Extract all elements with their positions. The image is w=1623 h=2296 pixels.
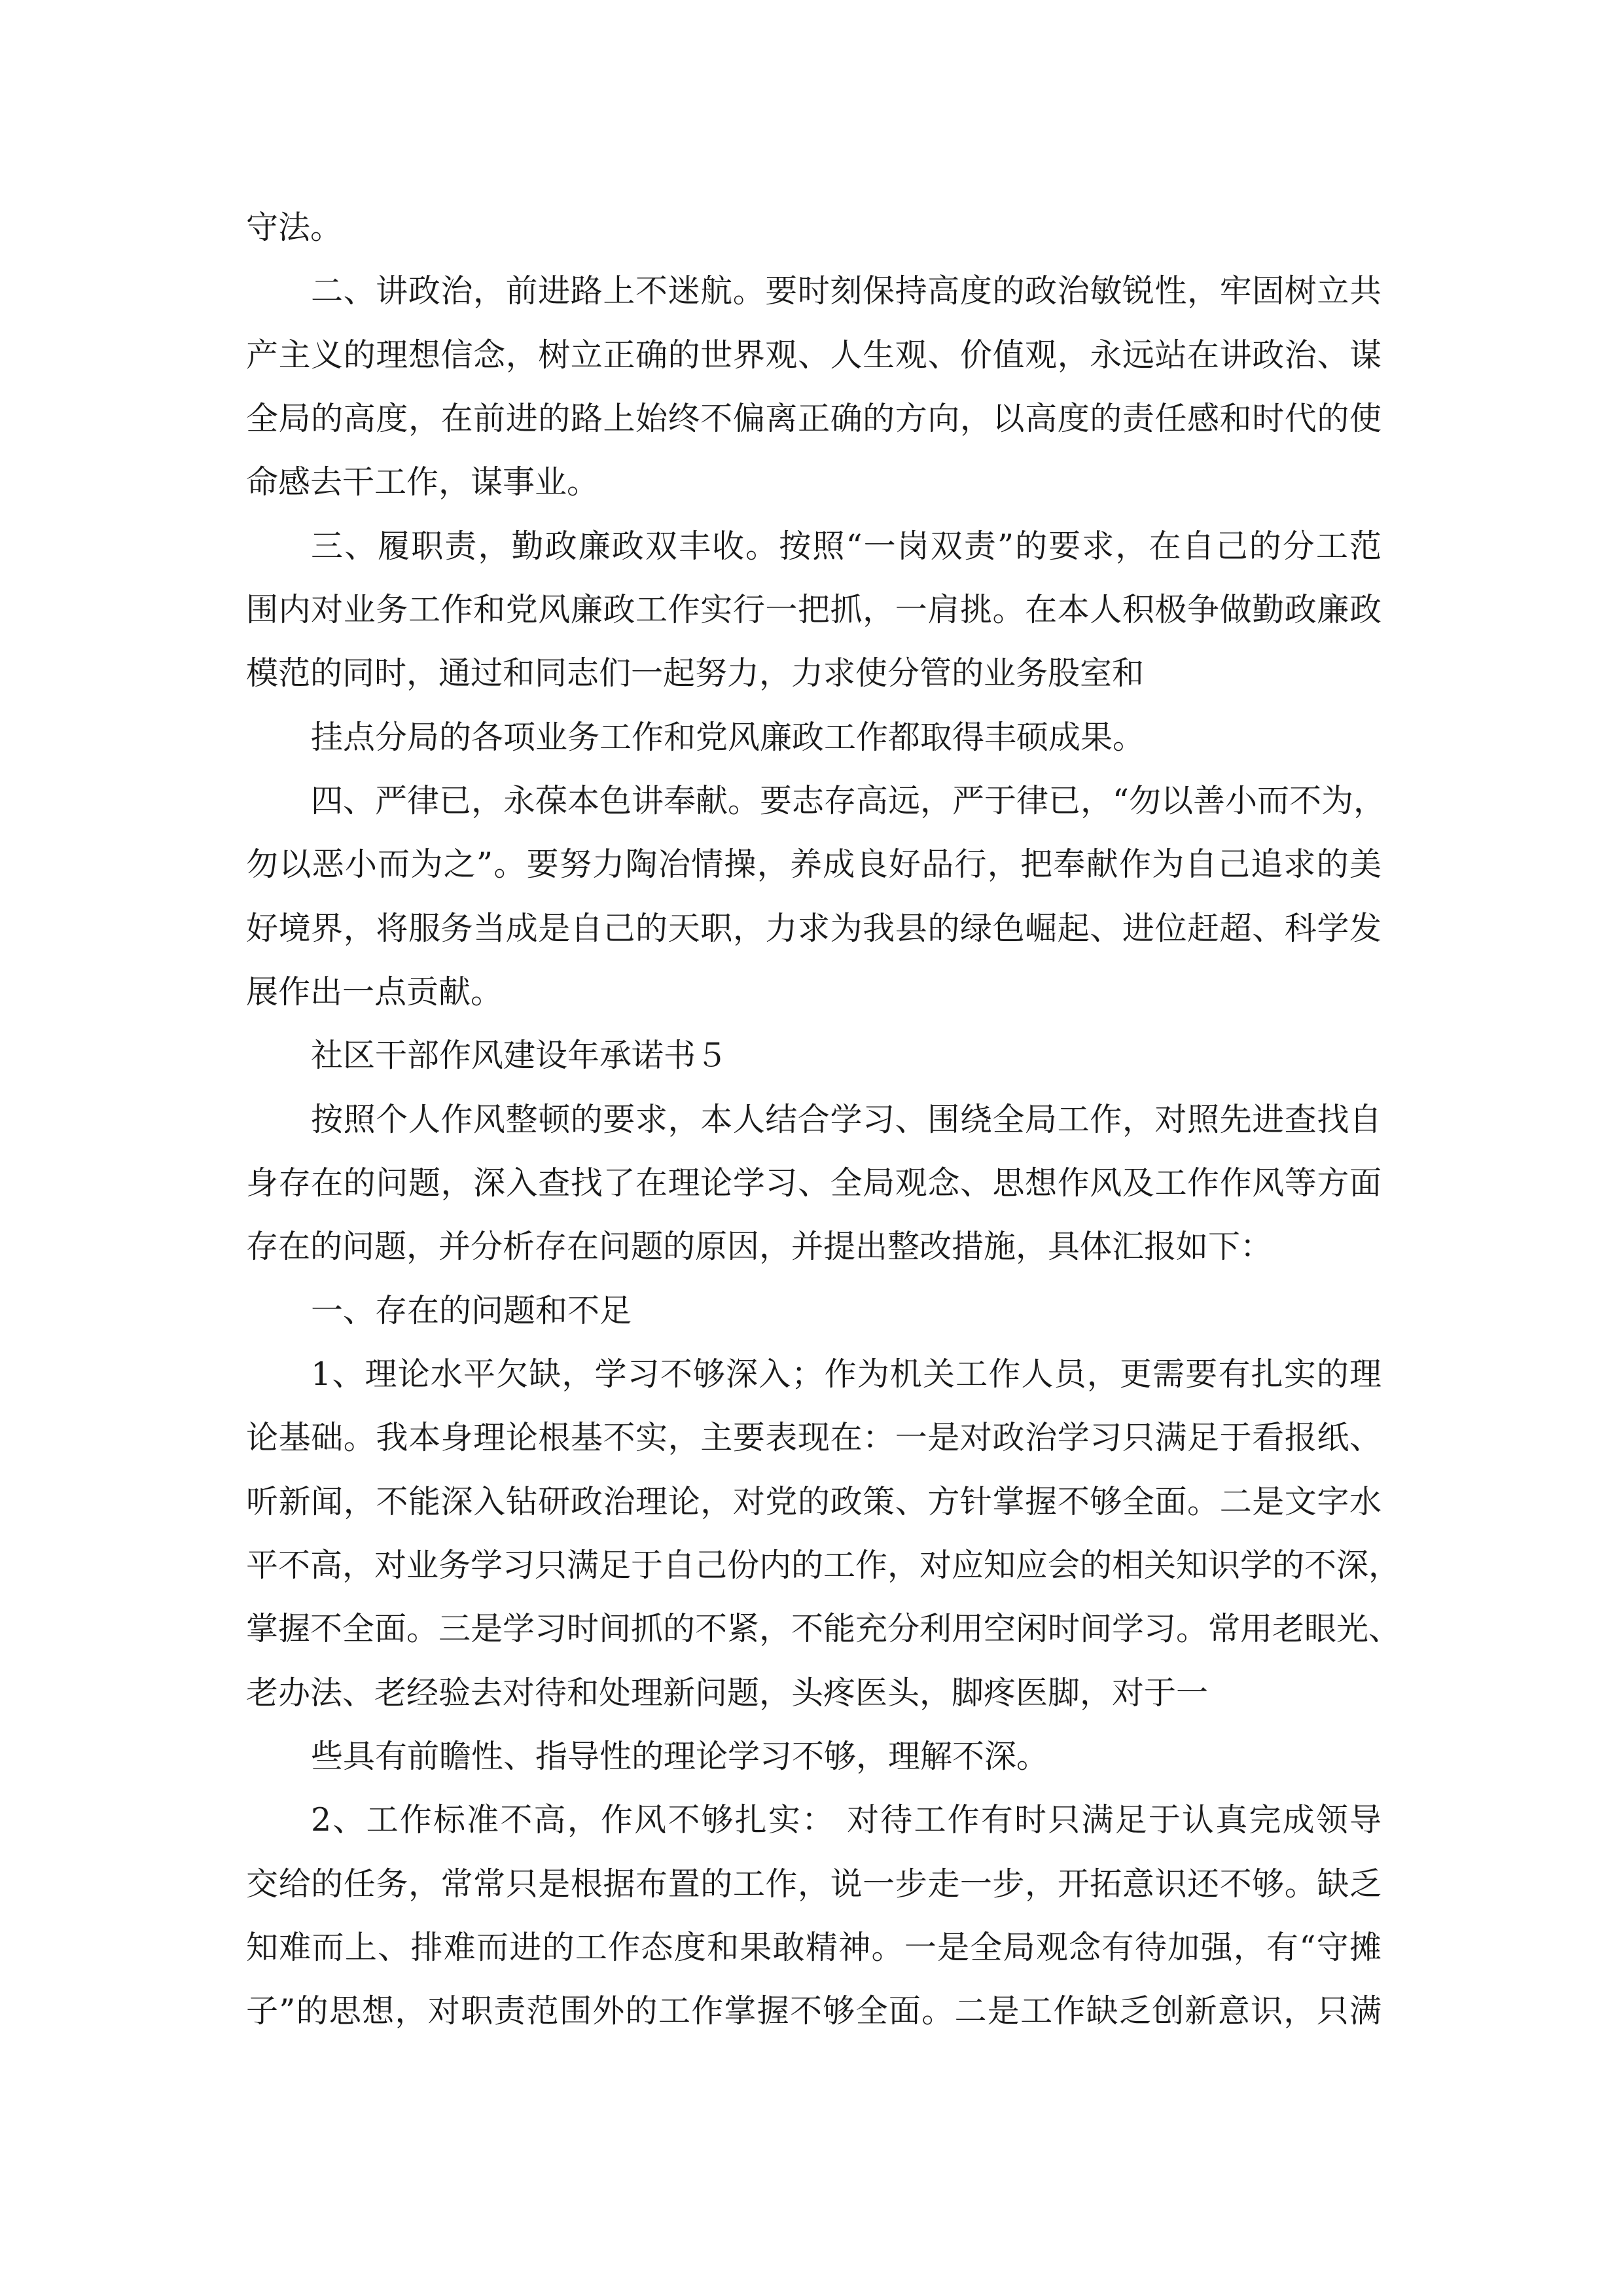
paragraph-line: 展作出一点贡献。 [246, 973, 503, 1011]
paragraph-line: 挂点分局的各项业务工作和党风廉政工作都取得丰硕成果。 [311, 719, 1145, 756]
paragraph-line: 命感去干工作，谋事业。 [246, 463, 599, 501]
paragraph-line: 全局的高度，在前进的路上始终不偏离正确的方向，以高度的责任感和时代的使 [246, 400, 1382, 437]
paragraph-line: 勿以恶小而为之”。要努力陶冶情操，养成良好品行，把奉献作为自己追求的美 [246, 846, 1382, 883]
text-line: 守法。 [246, 209, 343, 246]
paragraph-line: 子”的思想，对职责范围外的工作掌握不够全面。二是工作缺乏创新意识，只满 [246, 1992, 1382, 2030]
paragraph-line: 三、履职责，勤政廉政双丰收。按照“一岗双责”的要求，在自己的分工范 [311, 528, 1382, 565]
paragraph-line: 按照个人作风整顿的要求，本人结合学习、围绕全局工作，对照先进查找自 [311, 1101, 1382, 1138]
paragraph-line: 掌握不全面。三是学习时间抓的不紧，不能充分利用空闲时间学习。常用老眼光、 [246, 1610, 1401, 1647]
paragraph-line: 产主义的理想信念，树立正确的世界观、人生观、价值观，永远站在讲政治、谋 [246, 336, 1382, 374]
paragraph-line: 2、工作标准不高，作风不够扎实： 对待工作有时只满足于认真完成领导 [311, 1801, 1382, 1839]
paragraph-line: 交给的任务，常常只是根据布置的工作，说一步走一步，开拓意识还不够。缺乏 [246, 1865, 1382, 1903]
subsection-heading: 一、存在的问题和不足 [311, 1292, 632, 1329]
paragraph-line: 论基础。我本身理论根基不实，主要表现在：一是对政治学习只满足于看报纸、 [246, 1419, 1382, 1456]
paragraph-line: 平不高，对业务学习只满足于自己份内的工作，对应知应会的相关知识学的不深， [246, 1547, 1401, 1584]
paragraph-line: 四、严律已，永葆本色讲奉献。要志存高远，严于律已，“勿以善小而不为， [311, 782, 1386, 819]
paragraph-line: 存在的问题，并分析存在问题的原因，并提出整改措施，具体汇报如下： [246, 1228, 1273, 1265]
paragraph-line: 围内对业务工作和党风廉政工作实行一把抓，一肩挑。在本人积极争做勤政廉政 [246, 591, 1382, 628]
paragraph-line: 好境界，将服务当成是自己的天职，力求为我县的绿色崛起、进位赶超、科学发 [246, 910, 1382, 947]
paragraph-line: 二、讲政治，前进路上不迷航。要时刻保持高度的政治敏锐性，牢固树立共 [311, 272, 1382, 310]
paragraph-line: 老办法、老经验去对待和处理新问题，头疼医头，脚疼医脚，对于一 [246, 1674, 1209, 1712]
paragraph-line: 模范的同时，通过和同志们一起努力，力求使分管的业务股室和 [246, 655, 1145, 692]
paragraph-line: 些具有前瞻性、指导性的理论学习不够，理解不深。 [311, 1738, 1049, 1775]
paragraph-line: 身存在的问题，深入查找了在理论学习、全局观念、思想作风及工作作风等方面 [246, 1164, 1382, 1202]
paragraph-line: 1、理论水平欠缺，学习不够深入；作为机关工作人员，更需要有扎实的理 [311, 1355, 1382, 1393]
paragraph-line: 听新闻，不能深入钻研政治理论，对党的政策、方针掌握不够全面。二是文字水 [246, 1483, 1382, 1520]
section-heading: 社区干部作风建设年承诺书５ [311, 1037, 728, 1074]
paragraph-line: 知难而上、排难而进的工作态度和果敢精神。一是全局观念有待加强，有“守摊 [246, 1929, 1382, 1966]
